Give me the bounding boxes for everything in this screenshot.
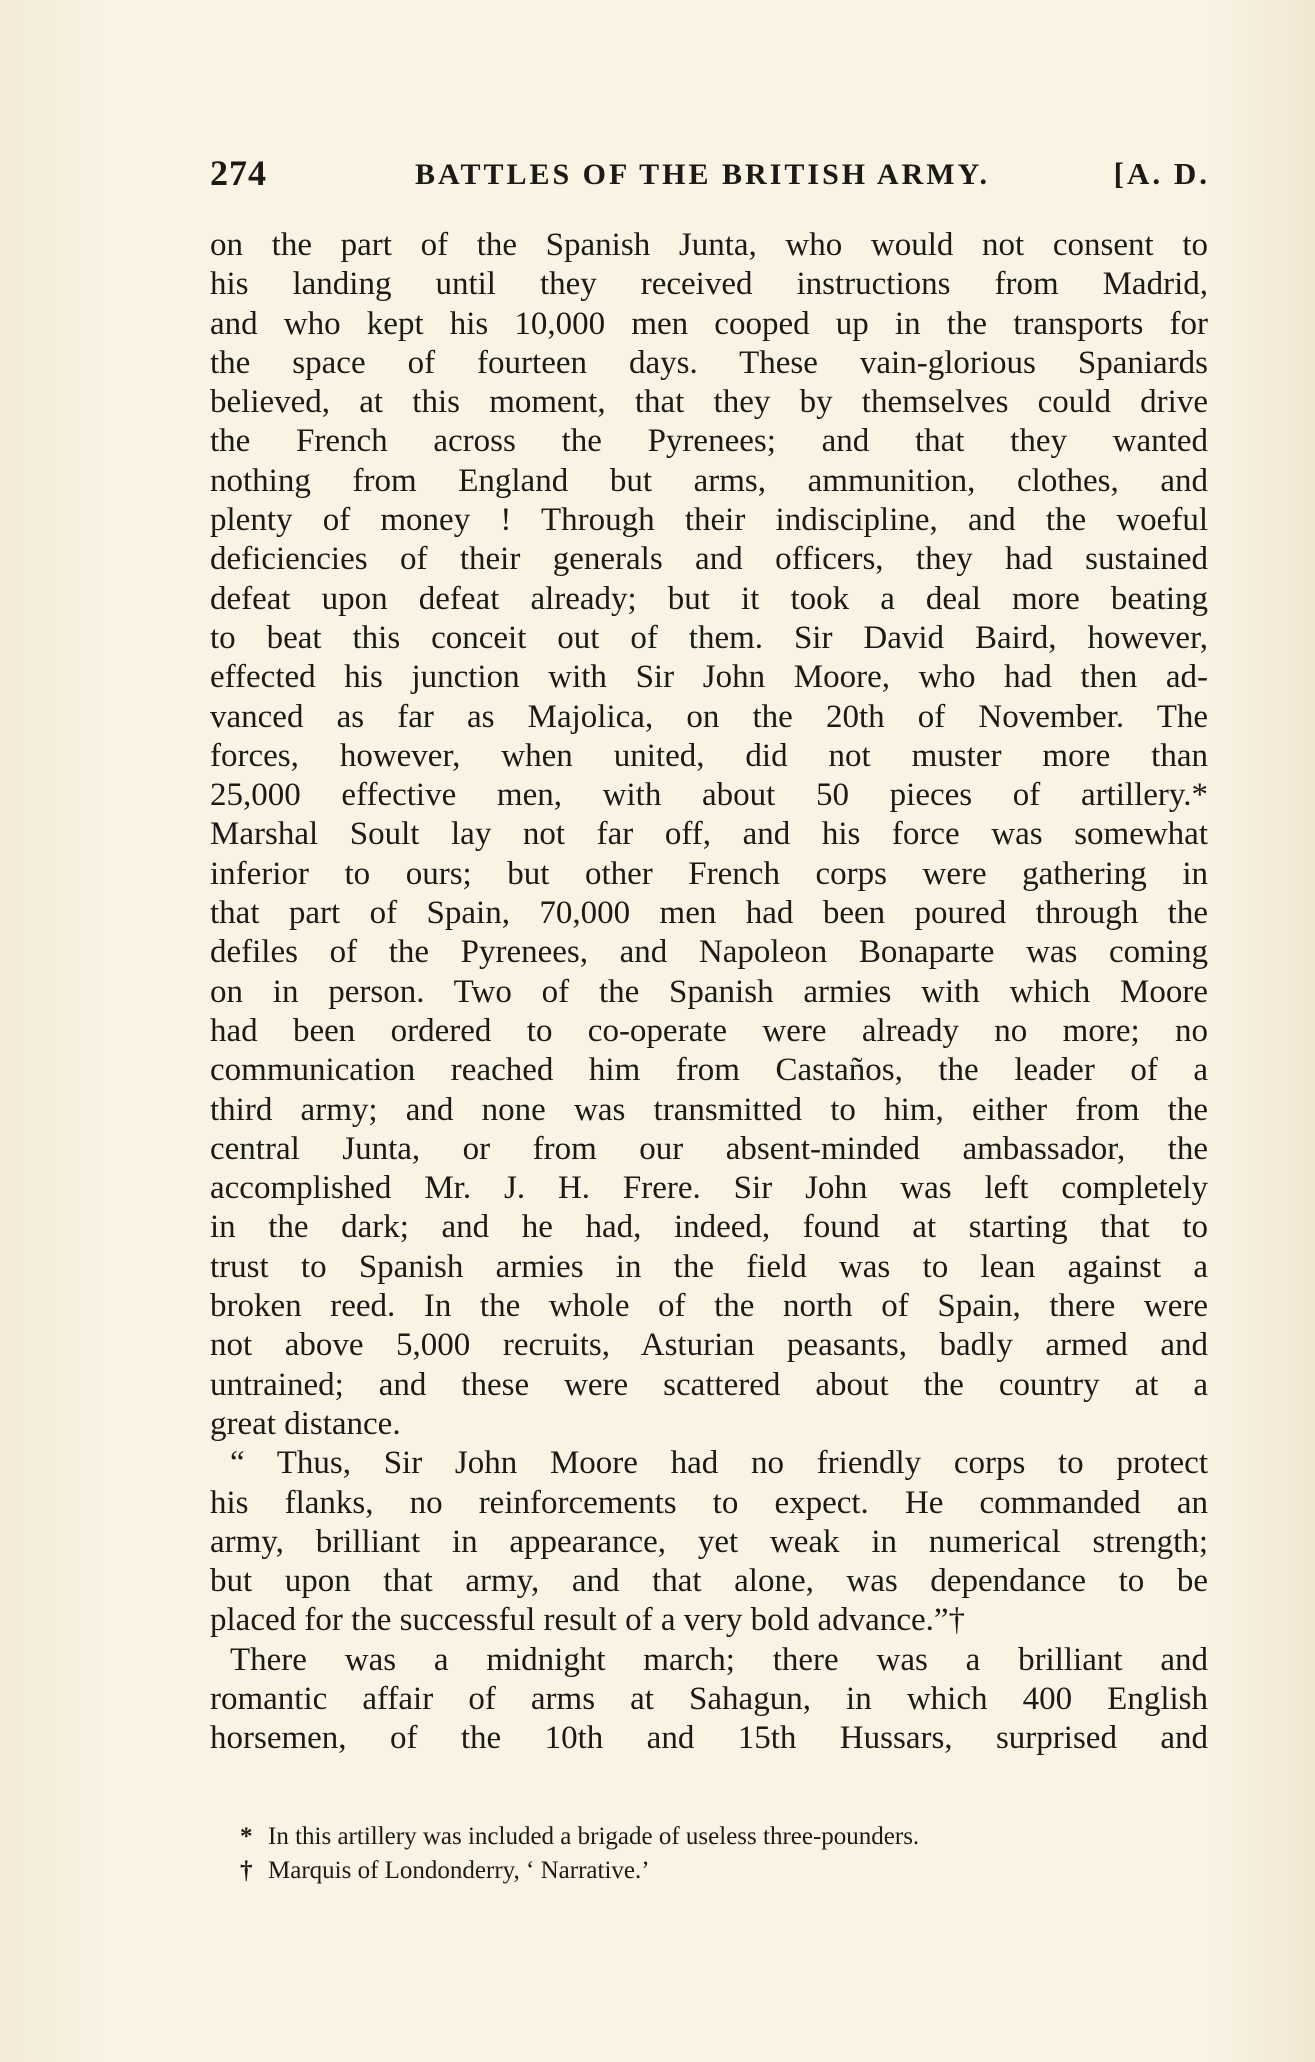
text-line: There was a midnight march; there was a brilliant and <box>230 1641 1208 1678</box>
text-line: communication reached him from Castaños, the leader of a <box>210 1052 1208 1089</box>
text-line: the space of fourteen days. These vain-glorious Spaniards <box>210 344 1208 381</box>
text-line: “ Thus, Sir John Moore had no friendly corps to protect <box>230 1445 1208 1482</box>
text-line: deficiencies of their generals and officers, they had sustained <box>210 541 1208 578</box>
text-line: not above 5,000 recruits, Asturian peasants, badly armed and <box>210 1327 1208 1364</box>
text-line: in the dark; and he had, indeed, found at starting that to <box>210 1209 1208 1246</box>
text-line: had been ordered to co-operate were already no more; no <box>210 1012 1208 1049</box>
text-line: untrained; and these were scattered about the country at a <box>210 1366 1208 1403</box>
text-line: defiles of the Pyrenees, and Napoleon Bonaparte was coming <box>210 934 1208 971</box>
text-line: central Junta, or from our absent-minded ambassador, the <box>210 1130 1208 1167</box>
text-line: placed for the successful result of a very bold advance.”† <box>210 1602 966 1639</box>
text-line: horsemen, of the 10th and 15th Hussars, surprised and <box>210 1720 1208 1757</box>
text-line: broken reed. In the whole of the north of Spain, there were <box>210 1288 1208 1325</box>
text-line: great distance. <box>210 1405 401 1442</box>
footnote-text: Marquis of Londonderry, ‘ Narrative.’ <box>268 1857 650 1884</box>
page-number: 274 <box>210 153 267 193</box>
text-line: the French across the Pyrenees; and that they wanted <box>210 423 1208 460</box>
text-line: that part of Spain, 70,000 men had been poured through the <box>210 895 1208 932</box>
running-title: BATTLES OF THE BRITISH ARMY. <box>415 158 990 191</box>
footnotes <box>240 1820 1210 1888</box>
text-line: vanced as far as Majolica, on the 20th of November. The <box>210 698 1208 735</box>
text-line: 25,000 effective men, with about 50 pieces of artillery.* <box>210 777 1208 814</box>
footnote-mark: † <box>240 1857 253 1884</box>
text-line: and who kept his 10,000 men cooped up in the transports for <box>210 305 1208 342</box>
body-text <box>210 226 1208 1759</box>
footnote <box>240 1820 1210 1854</box>
text-line: trust to Spanish armies in the field was to lean against a <box>210 1248 1208 1285</box>
text-line: to beat this conceit out of them. Sir David Baird, however, <box>210 619 1208 656</box>
text-line: forces, however, when united, did not muster more than <box>210 737 1208 774</box>
page-header <box>200 152 1210 200</box>
footnote-mark: * <box>240 1823 253 1850</box>
text-line: his flanks, no reinforcements to expect. He commanded an <box>210 1484 1208 1521</box>
text-line: army, brilliant in appearance, yet weak in numerical strength; <box>210 1523 1208 1560</box>
text-line: inferior to ours; but other French corps were gathering in <box>210 855 1208 892</box>
text-line: nothing from England but arms, ammunition, clothes, and <box>210 462 1208 499</box>
text-line: Marshal Soult lay not far off, and his force was somewhat <box>210 816 1208 853</box>
text-line: romantic affair of arms at Sahagun, in which 400 English <box>210 1680 1208 1717</box>
text-line: on in person. Two of the Spanish armies with which Moore <box>210 973 1208 1010</box>
text-line: effected his junction with Sir John Moore, who had then ad- <box>210 659 1208 696</box>
text-line: but upon that army, and that alone, was dependance to be <box>210 1563 1208 1600</box>
text-line: his landing until they received instructions from Madrid, <box>210 266 1208 303</box>
era-marker: [A. D. <box>1113 156 1210 191</box>
text-line: on the part of the Spanish Junta, who would not consent to <box>210 227 1208 263</box>
text-line: believed, at this moment, that they by themselves could drive <box>210 384 1208 421</box>
text-line: third army; and none was transmitted to him, either from the <box>210 1091 1208 1128</box>
footnote <box>240 1854 1210 1888</box>
text-line: defeat upon defeat already; but it took a deal more beating <box>210 580 1208 617</box>
text-line: accomplished Mr. J. H. Frere. Sir John was left completely <box>210 1170 1208 1207</box>
footnote-text: In this artillery was included a brigade of useless three-pounders. <box>268 1823 920 1850</box>
text-line: plenty of money ! Through their indiscipline, and the woeful <box>210 502 1208 539</box>
